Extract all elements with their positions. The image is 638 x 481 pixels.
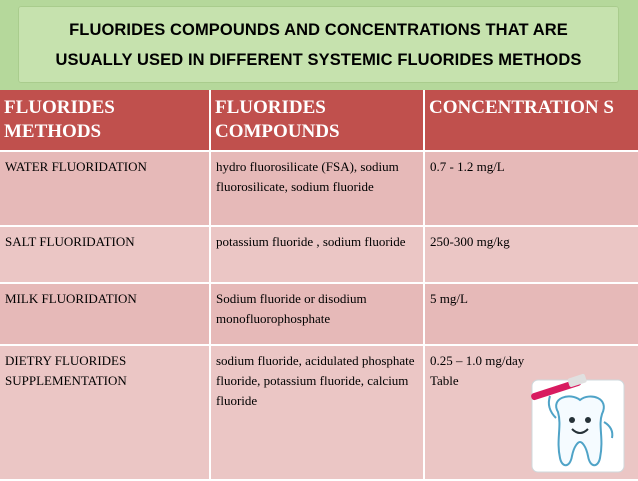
cell-method: WATER FLUORIDATION (0, 151, 210, 226)
cell-method: SALT FLUORIDATION (0, 226, 210, 283)
slide-title-box (18, 6, 619, 83)
cell-concentration: 0.25 – 1.0 mg/day Table (424, 345, 638, 480)
slide-title (56, 15, 582, 75)
cell-compound: sodium fluoride, acidulated phosphate fluoride, potassium fluoride, calcium fluoride (210, 345, 424, 480)
cell-concentration: 5 mg/L (424, 283, 638, 345)
cell-compound: Sodium fluoride or disodium monofluorophosphate (210, 283, 424, 345)
table-row (0, 226, 638, 283)
title-line-2: USUALLY USED IN DIFFERENT SYSTEMIC FLUORIDES METHODS (55, 50, 582, 69)
header-concentrations: CONCENTRATION S (424, 90, 638, 151)
table-row (0, 151, 638, 226)
title-line-1: FLUORIDES COMPOUNDS AND CONCENTRATIONS THAT ARE (69, 20, 568, 39)
cell-concentration: 250-300 mg/kg (424, 226, 638, 283)
header-methods: FLUORIDES METHODS (0, 90, 210, 151)
table-row (0, 283, 638, 345)
table-header-row (0, 90, 638, 151)
cell-method: MILK FLUORIDATION (0, 283, 210, 345)
cell-concentration: 0.7 - 1.2 mg/L (424, 151, 638, 226)
cell-method: DIETRY FLUORIDES SUPPLEMENTATION (0, 345, 210, 480)
tooth-with-toothbrush-icon (528, 372, 628, 474)
cell-compound: potassium fluoride , sodium fluoride (210, 226, 424, 283)
cell-compound: hydro fluorosilicate (FSA), sodium fluorosilicate, sodium fluoride (210, 151, 424, 226)
header-compounds: FLUORIDES COMPOUNDS (210, 90, 424, 151)
